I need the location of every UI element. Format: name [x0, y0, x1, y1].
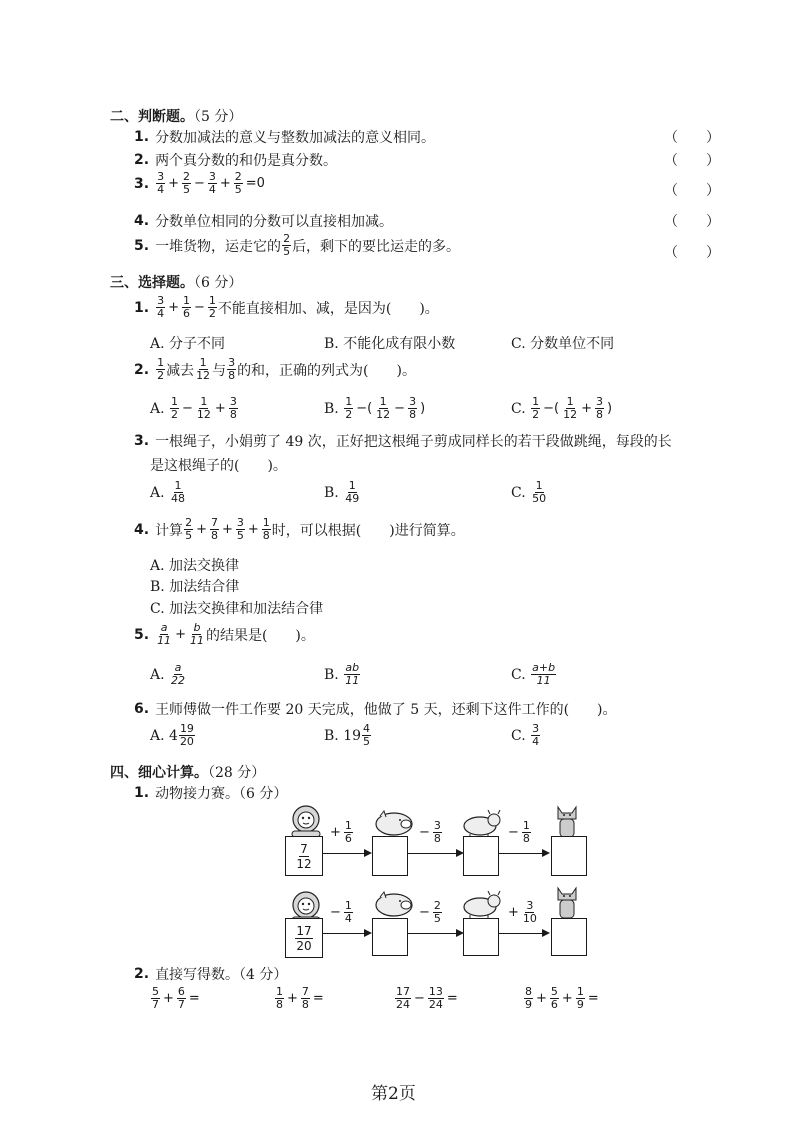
relay-step-label: − $\frac{1}{8}$ [508, 819, 530, 845]
cat-icon [552, 884, 582, 920]
choice-q3-line2: 是这根绳子的( )。 [150, 458, 287, 474]
relay-arrow [322, 933, 370, 934]
q5-option-a[interactable]: A. $\frac{a}{22}$ [150, 661, 186, 687]
relay-step-label: − $\frac{1}{4}$ [330, 899, 352, 925]
q5-option-b[interactable]: B. $\frac{ab}{11}$ [324, 661, 360, 687]
section4-title: 四、细心计算。（28 分） [110, 765, 266, 781]
answer-box[interactable] [551, 836, 587, 876]
relay-step-label: − $\frac{3}{8}$ [419, 819, 441, 845]
mental-math-expr-1[interactable]: $\frac{5}{7}$ + $\frac{6}{7}$ = [152, 985, 200, 1011]
choice-q6: 6. 王师傅做一件工作要 20 天完成，他做了 5 天，还剩下这件工作的( )。 [134, 701, 617, 718]
answer-box[interactable] [463, 918, 499, 956]
q3-option-b[interactable]: B. $\frac{1}{49}$ [324, 479, 360, 505]
q2-option-a[interactable]: A. $\frac{1}{2}$ − $\frac{1}{12}$ + $\frac{3}{8}$ [150, 395, 237, 421]
relay-arrow [407, 933, 462, 934]
calc-q2: 2. 直接写得数。（4 分） [134, 966, 288, 983]
judge-item-3: 3. $\frac{3}{4}$ + $\frac{2}{5}$ − $\frac{3}{4}$ + $\frac{2}{5}$ =0 [134, 170, 265, 196]
relay-start-box-2: $\frac{17}{20}$ [285, 918, 323, 958]
q6-option-a[interactable]: A. 4 $\frac{19}{20}$ [150, 722, 194, 748]
cat-icon [552, 803, 582, 839]
answer-paren-3[interactable]: （ ） [664, 183, 720, 199]
q3-option-c[interactable]: C. $\frac{1}{50}$ [511, 479, 547, 505]
answer-paren-4[interactable]: （ ） [664, 214, 720, 230]
relay-arrow [498, 933, 548, 934]
page-number: 第2页 [371, 1084, 416, 1104]
judge-item-2: 2. 两个真分数的和仍是真分数。 [134, 152, 338, 169]
mental-math-expr-4[interactable]: $\frac{8}{9}$ + $\frac{5}{6}$ + $\frac{1}{9}$ = [525, 985, 599, 1011]
q2-option-c[interactable]: C. $\frac{1}{2}$ −( $\frac{1}{12}$ + $\frac{3}{8}$ ) [511, 395, 613, 421]
cow-icon [460, 889, 504, 919]
q6-option-b[interactable]: B. 19 $\frac{4}{5}$ [324, 722, 371, 748]
answer-paren-1[interactable]: （ ） [664, 130, 720, 146]
q3-option-a[interactable]: A. $\frac{1}{48}$ [150, 479, 186, 505]
choice-q3: 3. 一根绳子，小娟剪了 49 次，正好把这根绳子剪成同样长的若干段做跳绳，每段的长 [134, 433, 672, 450]
q1-option-b[interactable]: B. 不能化成有限小数 [324, 336, 456, 352]
pig-icon [372, 889, 416, 919]
q4-option-c[interactable]: C. 加法交换律和加法结合律 [150, 601, 324, 617]
q5-option-c[interactable]: C. $\frac{a+b}{11}$ [511, 661, 556, 687]
section3-title: 三、选择题。（6 分） [110, 275, 243, 291]
mental-math-expr-3[interactable]: $\frac{17}{24}$ − $\frac{13}{24}$ = [396, 985, 458, 1011]
q1-option-c[interactable]: C. 分数单位不同 [511, 336, 615, 352]
choice-q4: 4. 计算 $\frac{2}{5}$ + $\frac{7}{8}$ + $\frac{3}{5}$ + $\frac{1}{8}$ 时，可以根据( )进行简算。 [134, 516, 465, 542]
q4-option-b[interactable]: B. 加法结合律 [150, 579, 240, 595]
section2-title: 二、判断题。（5 分） [110, 109, 243, 125]
judge-item-5: 5. 一堆货物，运走它的 $\frac{2}{5}$ 后，剩下的要比运走的多。 [134, 232, 461, 258]
calc-q1: 1. 动物接力赛。（6 分） [134, 785, 288, 802]
relay-arrow [407, 853, 462, 854]
q6-option-c[interactable]: C. $\frac{3}{4}$ [511, 722, 540, 748]
mental-math-expr-2[interactable]: $\frac{1}{8}$ + $\frac{7}{8}$ = [276, 985, 324, 1011]
choice-q5: 5. $\frac{a}{11}$ + $\frac{b}{11}$ 的结果是( )。 [134, 621, 315, 647]
relay-arrow [498, 853, 548, 854]
relay-arrow [322, 853, 370, 854]
answer-paren-2[interactable]: （ ） [664, 153, 720, 169]
relay-start-box-1: $\frac{7}{12}$ [285, 836, 323, 876]
judge-item-4: 4. 分数单位相同的分数可以直接相加减。 [134, 213, 394, 230]
answer-box[interactable] [372, 836, 408, 876]
answer-box[interactable] [463, 836, 499, 876]
q4-option-a[interactable]: A. 加法交换律 [150, 558, 240, 574]
answer-paren-5[interactable]: （ ） [664, 245, 720, 261]
relay-step-label: + $\frac{1}{6}$ [330, 819, 352, 845]
answer-box[interactable] [551, 918, 587, 956]
q1-option-a[interactable]: A. 分子不同 [150, 336, 226, 352]
choice-q1: 1. $\frac{3}{4}$ + $\frac{1}{6}$ − $\frac{1}{2}$ 不能直接相加、减，是因为( )。 [134, 294, 439, 320]
relay-step-label: − $\frac{2}{5}$ [419, 899, 441, 925]
lion-icon [286, 803, 326, 839]
cow-icon [460, 808, 504, 838]
pig-icon [372, 808, 416, 838]
judge-item-1: 1. 分数加减法的意义与整数加减法的意义相同。 [134, 129, 436, 146]
relay-step-label: + $\frac{3}{10}$ [508, 899, 537, 925]
choice-q2: 2. $\frac{1}{2}$ 减去 $\frac{1}{12}$ 与 $\frac{3}{8}$ 的和，正确的列式为( )。 [134, 356, 416, 382]
q2-option-b[interactable]: B. $\frac{1}{2}$ −( $\frac{1}{12}$ − $\frac{3}{8}$ ) [324, 395, 426, 421]
answer-box[interactable] [372, 918, 408, 956]
